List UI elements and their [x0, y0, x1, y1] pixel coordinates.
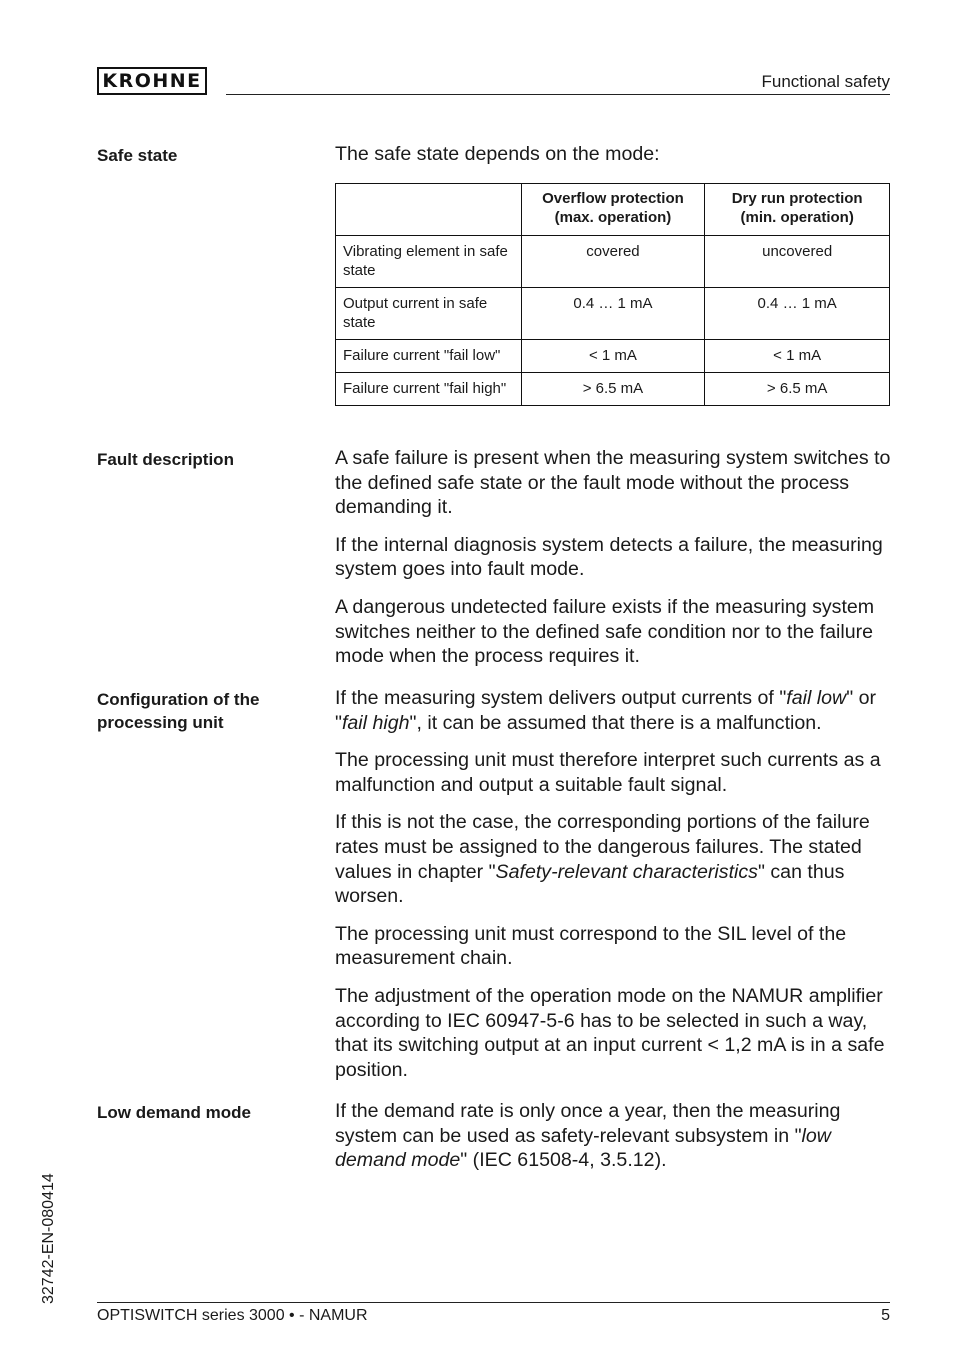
configuration-body [335, 686, 891, 1082]
configuration-heading [97, 688, 322, 734]
paragraph [335, 1099, 891, 1173]
safe-state-heading: Safe state [97, 146, 178, 165]
safe-state-table [335, 183, 890, 406]
header-divider [226, 94, 890, 95]
fault-description-heading: Fault description [97, 450, 234, 469]
table-header-dry-run [705, 184, 890, 236]
header-line: Dry run protection [731, 190, 863, 207]
low-demand-body [335, 1099, 891, 1173]
paragraph: If the internal diagnosis system detects a failure, the measuring system goes into fault mode. [335, 533, 883, 581]
text-run: ", it can be assumed that there is a malfunction. [409, 711, 822, 734]
header-line: (min. operation) [740, 209, 854, 226]
table-cell: uncovered [705, 236, 890, 288]
heading-line: processing unit [97, 713, 224, 732]
table-header-empty [336, 184, 522, 236]
table-cell: Failure current "fail high" [336, 373, 522, 406]
product-name: OPTISWITCH series 3000 • - NAMUR [97, 1307, 368, 1324]
table-row [336, 340, 890, 373]
italic-term: fail high [341, 711, 410, 734]
paragraph: The processing unit must correspond to the SIL level of the measurement chain. [335, 922, 847, 970]
table-cell: < 1 mA [705, 340, 890, 373]
table-cell: Vibrating element in safe state [336, 236, 522, 288]
text-run: " can thus worsen. [335, 860, 845, 908]
heading-line: Configuration of the [97, 690, 260, 709]
table-row [336, 236, 890, 288]
table-cell: < 1 mA [521, 340, 705, 373]
text-run: " (IEC 61508-4, 3.5.12). [460, 1149, 667, 1172]
table-cell: > 6.5 mA [705, 373, 890, 406]
text-run: If the measuring system delivers output currents of " [335, 687, 787, 709]
text-run: " or " [335, 687, 877, 734]
italic-term: low demand mode [335, 1124, 831, 1172]
paragraph: The processing unit must therefore interpret such currents as a malfunction and output a suitable fault signal. [335, 749, 881, 796]
italic-term: Safety-relevant characteristics [495, 860, 758, 883]
footer-divider [97, 1302, 890, 1303]
table-header-row [336, 184, 890, 236]
header-line: Overflow protection [542, 190, 684, 207]
table-cell: covered [521, 236, 705, 288]
table-row [336, 288, 890, 340]
paragraph: A safe failure is present when the measuring system switches to the defined safe state or the fault mode without the process demanding it. [335, 447, 891, 519]
document-number: 32742-EN-080414 [40, 1173, 57, 1304]
krohne-logo: KROHNE [97, 67, 207, 95]
table-cell: 0.4 … 1 mA [521, 288, 705, 340]
page-number: 5 [881, 1307, 890, 1324]
table-row [336, 373, 890, 406]
text-run: If this is not the case, the corresponding portions of the failure rates must be assigned to the dangerous failures. The stated values in chapter " [335, 811, 870, 883]
paragraph [335, 810, 891, 908]
header-line: (max. operation) [554, 209, 672, 226]
fault-description-body [335, 446, 891, 669]
table-cell: 0.4 … 1 mA [705, 288, 890, 340]
low-demand-heading: Low demand mode [97, 1103, 251, 1122]
table-cell: Output current in safe state [336, 288, 522, 340]
table-cell: Failure current "fail low" [336, 340, 522, 373]
paragraph: A dangerous undetected failure exists if the measuring system switches neither to the defined safe condition nor to the failure mode when the process requires it. [335, 595, 875, 668]
section-title: Functional safety [761, 72, 890, 91]
table-header-overflow [521, 184, 705, 236]
text-run: If the demand rate is only once a year, then the measuring system can be used as safety-relevant subsystem in " [335, 1100, 841, 1147]
italic-term: fail low [786, 687, 847, 709]
paragraph [335, 686, 891, 735]
safe-state-intro: The safe state depends on the mode: [335, 143, 660, 165]
table-cell: > 6.5 mA [521, 373, 705, 406]
paragraph: The adjustment of the operation mode on the NAMUR amplifier according to IEC 60947-5-6 has to be selected in such a way, that its switching output at an input current < 1,2 mA is in a safe position. [335, 984, 885, 1081]
